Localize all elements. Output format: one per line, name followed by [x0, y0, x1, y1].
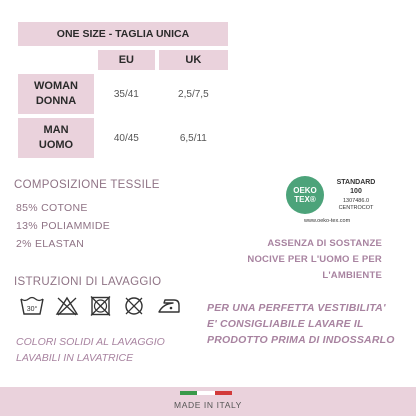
footer-bar [0, 387, 416, 416]
colors-note-line: LAVABILI IN LAVATRICE [16, 352, 134, 364]
row-label-line: WOMAN [34, 80, 78, 92]
size-table [14, 18, 232, 162]
cell-man-eu: 40/45 [98, 118, 155, 158]
cell-woman-eu: 35/41 [98, 74, 155, 114]
cell-woman-uk: 2,5/7,5 [159, 74, 228, 114]
flag-stripe-green [180, 391, 197, 395]
cell-man-uk: 6,5/11 [159, 118, 228, 158]
fit-note-line: PER UNA PERFETTA VESTIBILITA' [207, 302, 386, 314]
composition-title: COMPOSIZIONE TESSILE [14, 179, 160, 191]
oeko-tex-standard-line: STANDARD [336, 179, 376, 186]
fit-note [207, 300, 395, 348]
safety-note [247, 236, 382, 284]
column-header-eu: EU [98, 50, 155, 70]
row-label-line: DONNA [35, 95, 77, 107]
flag-stripe-red [215, 391, 232, 395]
oeko-tex-logo-line: OEKO [293, 186, 317, 195]
row-label-line: UOMO [38, 139, 74, 151]
oeko-tex-logo-line: TEX® [294, 195, 316, 204]
flag-stripe-white [197, 391, 214, 395]
column-header-uk: UK [159, 50, 228, 70]
wash-temp-label: 30° [26, 306, 38, 313]
no-tumble-dry-icon [90, 296, 112, 316]
oeko-tex-url: www.oeko-tex.com [304, 218, 351, 224]
table-row [18, 74, 228, 114]
safety-note-line: L'AMBIENTE [322, 270, 382, 281]
oeko-tex-standard-line: 100 [350, 188, 362, 195]
table-row [18, 118, 228, 158]
no-dry-clean-icon [123, 296, 145, 316]
oeko-tex-cert-line: 1307486.0 [343, 198, 369, 204]
colors-note-line: COLORI SOLIDI AL LAVAGGIO [16, 336, 165, 348]
oeko-tex-logo [286, 176, 400, 230]
safety-note-line: ASSENZA DI SOSTANZE [267, 238, 382, 249]
row-label-woman [18, 74, 94, 114]
colors-note [16, 334, 165, 366]
size-table-corner [18, 50, 94, 70]
oeko-tex-standard [332, 178, 380, 196]
oeko-tex-certificate [332, 198, 380, 212]
washing-title: ISTRUZIONI DI LAVAGGIO [14, 276, 162, 288]
row-label-man [18, 118, 94, 158]
row-label-line: MAN [43, 124, 69, 136]
size-table-title: ONE SIZE - TAGLIA UNICA [18, 22, 228, 46]
oeko-tex-badge [286, 176, 324, 214]
wash-30-icon [20, 296, 44, 316]
made-in-label: MADE IN ITALY [174, 400, 242, 410]
composition-item: 85% COTONE [16, 202, 88, 214]
composition-item: 13% POLIAMMIDE [16, 220, 111, 232]
fit-note-line: E' CONSIGLIABILE LAVARE IL [207, 318, 364, 330]
italy-flag-icon [180, 391, 232, 395]
no-bleach-icon [55, 296, 79, 316]
care-icons [20, 296, 182, 316]
safety-note-line: NOCIVE PER L'UOMO E PER [247, 254, 382, 265]
iron-low-icon [156, 296, 182, 316]
fit-note-line: PRODOTTO PRIMA DI INDOSSARLO [207, 334, 395, 346]
oeko-tex-cert-line: CENTROCOT [338, 205, 374, 211]
composition-item: 2% ELASTAN [16, 238, 85, 250]
